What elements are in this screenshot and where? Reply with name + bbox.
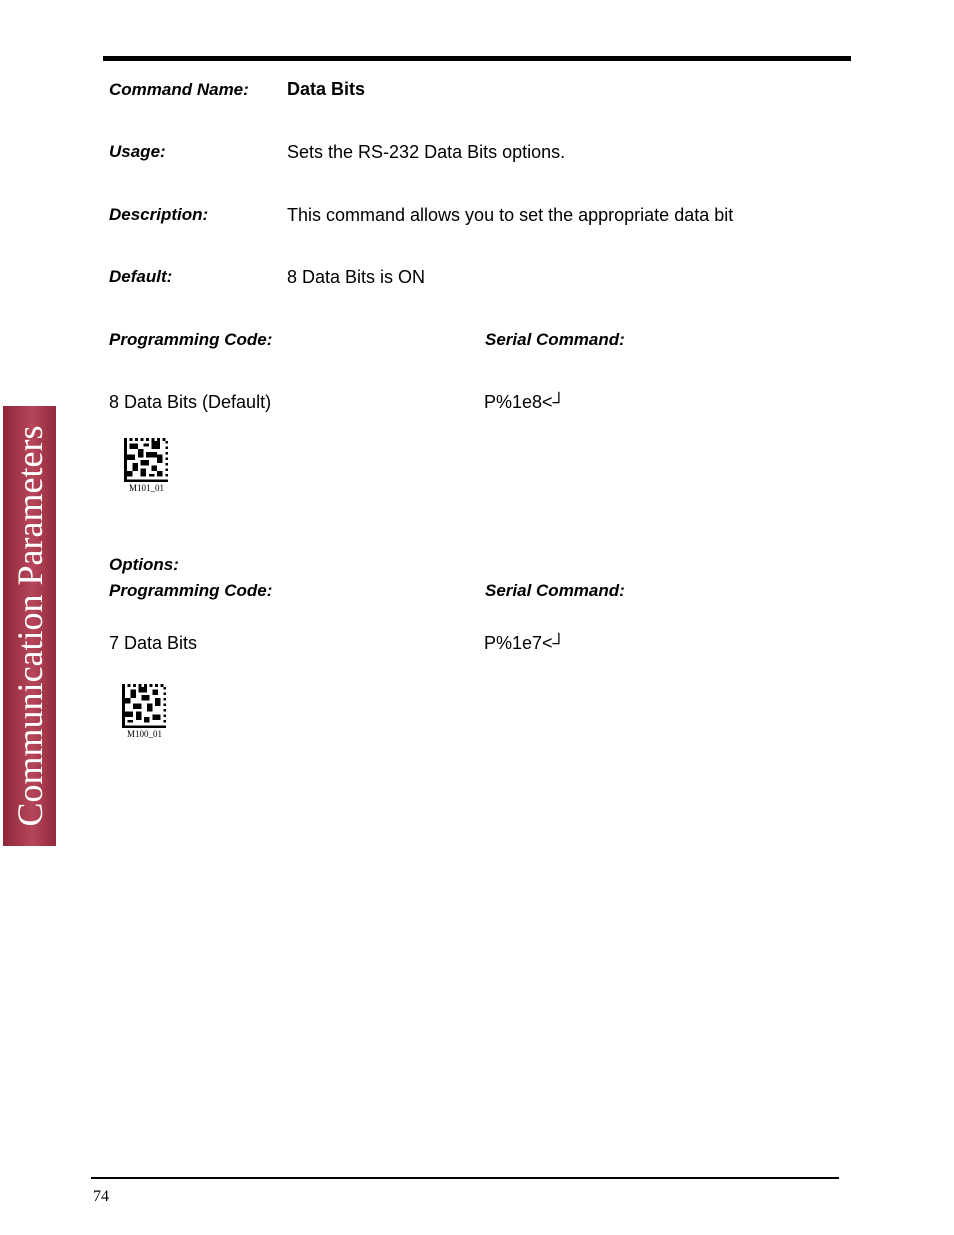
default-value: 8 Data Bits is ON <box>287 267 426 287</box>
barcode-caption: M100_01 <box>127 729 163 739</box>
datamatrix-barcode-icon <box>124 438 168 482</box>
side-tab-label: Communication Parameters <box>9 425 50 827</box>
default-item-label: 8 Data Bits (Default) <box>109 392 272 412</box>
barcode-caption: M101_01 <box>129 483 165 493</box>
options-label: Options: <box>109 555 179 574</box>
section-side-tab <box>3 406 56 846</box>
datamatrix-barcode-icon <box>122 684 166 728</box>
top-rule <box>103 56 851 61</box>
options-serial-command-label: Serial Command: <box>485 581 625 600</box>
command-name-value: Data Bits <box>287 79 366 99</box>
option-serial-command: P%1e7<┘ <box>484 633 566 653</box>
default-label: Default: <box>109 267 173 286</box>
usage-label: Usage: <box>109 142 166 161</box>
description-value: This command allows you to set the appropriate data bit <box>287 205 734 225</box>
option-item-label: 7 Data Bits <box>109 633 198 653</box>
description-label: Description: <box>109 205 209 224</box>
page-number: 74 <box>93 1188 109 1205</box>
serial-command-label: Serial Command: <box>485 330 625 349</box>
default-serial-command: P%1e8<┘ <box>484 392 566 412</box>
bottom-rule <box>91 1177 839 1179</box>
command-name-label: Command Name: <box>109 80 249 99</box>
programming-code-label: Programming Code: <box>109 330 273 349</box>
options-programming-code-label: Programming Code: <box>109 581 273 600</box>
usage-value: Sets the RS-232 Data Bits options. <box>287 142 566 162</box>
